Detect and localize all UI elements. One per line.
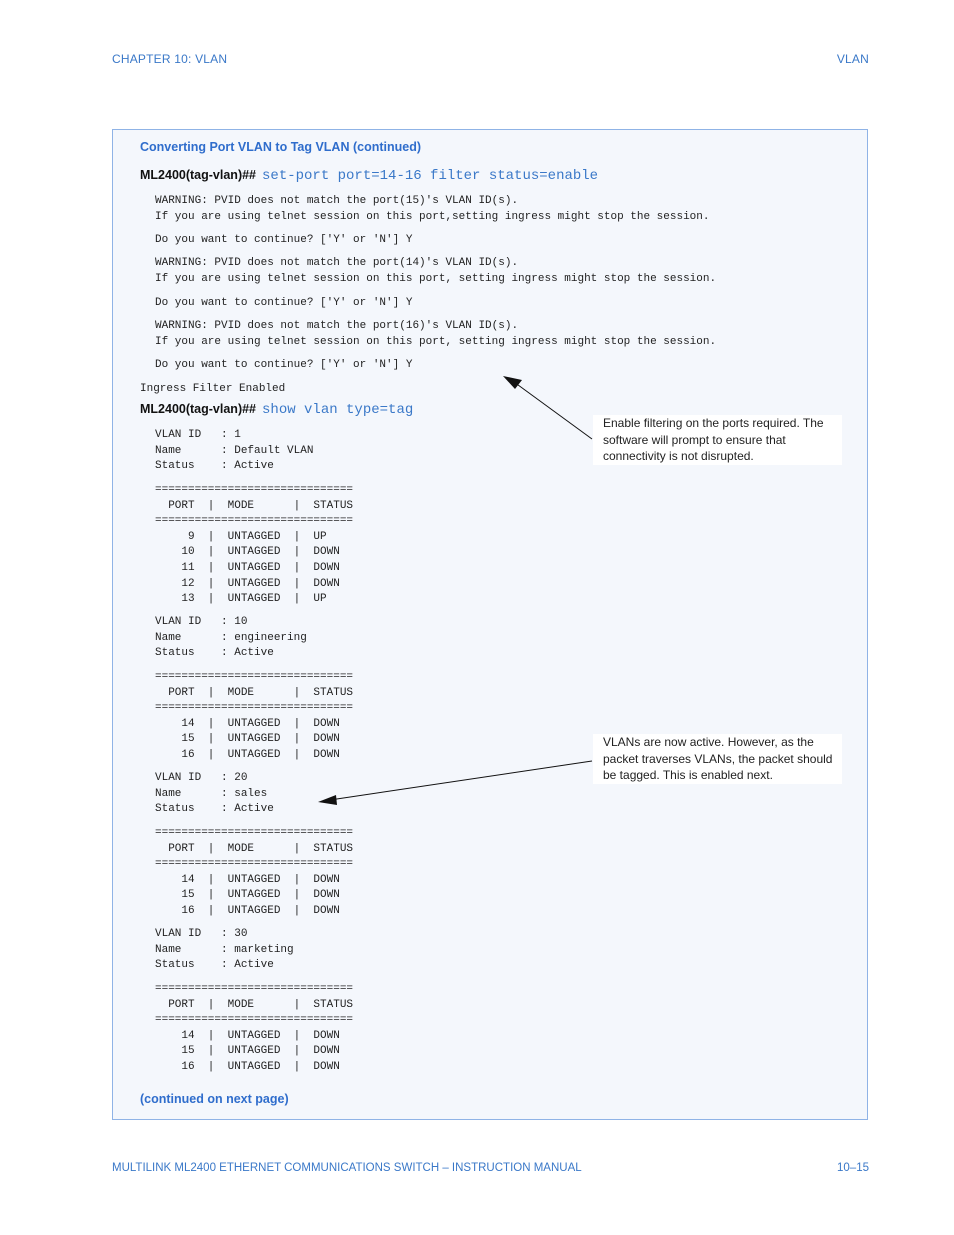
vlan-20-port-table: ============================== PORT | MODE | STATUS ============================== 14 | UNTAGGED | DOWN 15 | UNTAGGED | DOWN 16 | UNTAGGED | DOWN	[155, 827, 354, 917]
page-number: 10–15	[837, 1162, 869, 1174]
vlan-10-info: VLAN ID : 10 Name : engineering Status : Active	[155, 616, 307, 660]
vlan-30-port-table: ============================== PORT | MODE | STATUS ============================== 14 | UNTAGGED | DOWN 15 | UNTAGGED | DOWN 16 | UNTAGGED | DOWN	[155, 983, 354, 1073]
command-line-1	[140, 168, 598, 184]
warning-output-3: WARNING: PVID does not match the port(16)'s VLAN ID(s). If you are using telnet session on this port, setting ingress might stop the session.	[155, 320, 717, 348]
vlan-30-info: VLAN ID : 30 Name : marketing Status : Active	[155, 928, 294, 972]
cli-command: show vlan type=tag	[262, 402, 414, 418]
example-box	[112, 129, 868, 1120]
vlan-10-port-table: ============================== PORT | MODE | STATUS ============================== 14 | UNTAGGED | DOWN 15 | UNTAGGED | DOWN 16 | UNTAGGED | DOWN	[155, 671, 354, 761]
warning-output-1: WARNING: PVID does not match the port(15)'s VLAN ID(s). If you are using telnet session on this port,setting ingress might stop the session.	[155, 195, 710, 223]
cli-prompt: ML2400(tag-vlan)##	[140, 402, 257, 416]
warning-output-2: WARNING: PVID does not match the port(14)'s VLAN ID(s). If you are using telnet session on this port, setting ingress might stop the session.	[155, 257, 717, 285]
confirm-prompt-2: Do you want to continue? ['Y' or 'N'] Y	[155, 297, 413, 309]
ingress-status: Ingress Filter Enabled	[140, 383, 286, 395]
confirm-prompt-1: Do you want to continue? ['Y' or 'N'] Y	[155, 234, 413, 246]
continued-label: (continued on next page)	[140, 1092, 289, 1106]
example-title: Converting Port VLAN to Tag VLAN (continued)	[140, 140, 421, 154]
command-line-2	[140, 402, 413, 418]
vlan-1-port-table: ============================== PORT | MODE | STATUS ============================== 9 | UNTAGGED | UP 10 | UNTAGGED | DOWN 11 | UNTAGGED | DOWN 12 | UNTAGGED | DOWN 13 | UNTAGGED | UP	[155, 484, 354, 606]
cli-prompt: ML2400(tag-vlan)##	[140, 168, 257, 182]
footer-manual-title: MULTILINK ML2400 ETHERNET COMMUNICATIONS SWITCH – INSTRUCTION MANUAL	[112, 1162, 582, 1174]
filter-callout: Enable filtering on the ports required. The software will prompt to ensure that connectivity is not disrupted.	[593, 415, 842, 465]
cli-command: set-port port=14-16 filter status=enable	[262, 168, 599, 184]
confirm-prompt-3: Do you want to continue? ['Y' or 'N'] Y	[155, 359, 413, 371]
vlans-callout: VLANs are now active. However, as the packet traverses VLANs, the packet should be tagged. This is enabled next.	[593, 734, 842, 784]
vlan-1-info: VLAN ID : 1 Name : Default VLAN Status : Active	[155, 429, 314, 473]
chapter-header: CHAPTER 10: VLAN	[112, 52, 228, 66]
vlan-20-info: VLAN ID : 20 Name : sales Status : Active	[155, 772, 274, 816]
section-header: VLAN	[836, 52, 869, 66]
